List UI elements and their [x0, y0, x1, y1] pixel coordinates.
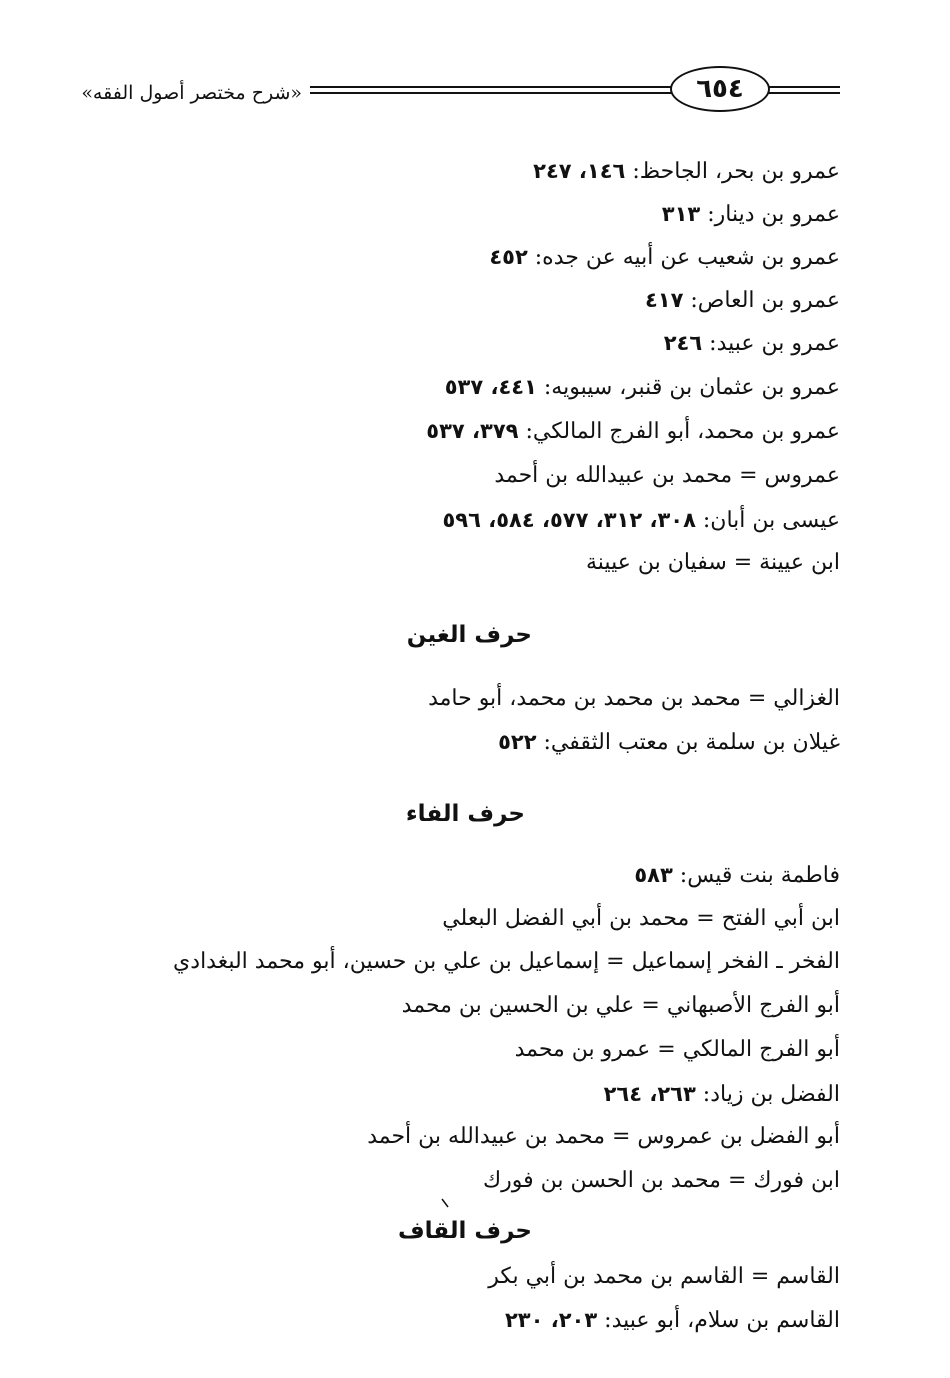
entry-name: أبو الفرج الأصبهاني = علي بن الحسين بن محمد	[401, 993, 840, 1018]
entry-name: ابن أبي الفتح = محمد بن أبي الفضل البعلي	[442, 906, 840, 931]
section-heading-fa: حرف الفاء	[405, 801, 525, 827]
entry-pages: ٣١٣	[661, 202, 701, 226]
entry-name: غيلان بن سلمة بن معتب الثقفي:	[536, 730, 840, 755]
index-entry	[173, 945, 840, 979]
index-entry	[367, 1120, 840, 1154]
index-entry	[645, 283, 840, 317]
index-entry	[498, 725, 840, 759]
entry-name: ابن فورك = محمد بن الحسن بن فورك	[482, 1168, 840, 1193]
entry-name: عمرو بن عبيد:	[702, 331, 840, 356]
header-rule-right	[768, 86, 840, 94]
entry-pages: ٤١٧	[644, 288, 684, 312]
entry-name: فاطمة بنت قيس:	[672, 863, 840, 888]
index-entry	[428, 682, 840, 716]
entry-name: عمرو بن عثمان بن قنبر، سيبويه:	[536, 375, 840, 400]
entry-name: عمرو بن محمد، أبو الفرج المالكي:	[518, 419, 840, 444]
header-rule-left	[310, 86, 672, 94]
entry-name: عمرو بن شعيب عن أبيه عن جده:	[527, 245, 840, 270]
section-heading-ghain: حرف الغين	[406, 622, 532, 648]
entry-pages: ٣٧٩، ٥٣٧	[426, 419, 519, 443]
index-entry	[586, 546, 840, 580]
index-entry	[494, 459, 840, 493]
page-number: ٦٥٤	[670, 66, 770, 112]
section-heading-qaf: حرف القاف	[397, 1218, 532, 1244]
entry-name: الغزالي = محمد بن محمد بن محمد، أبو حامد	[428, 686, 840, 711]
entry-pages: ٢٦٣، ٢٦٤	[603, 1082, 696, 1106]
entry-name: عمرو بن دينار:	[700, 202, 840, 227]
entry-name: القاسم بن سلام، أبو عبيد:	[597, 1308, 840, 1333]
entry-pages: ٣٠٨، ٣١٢، ٥٧٧، ٥٨٤، ٥٩٦	[442, 508, 696, 532]
index-entry	[442, 503, 840, 537]
entry-name: أبو الفضل بن عمروس = محمد بن عبيدالله بن أحمد	[367, 1124, 840, 1149]
index-entry	[634, 858, 840, 892]
index-entry	[442, 902, 840, 936]
entry-name: الفخر ـ الفخر إسماعيل = إسماعيل بن علي بن حسين، أبو محمد البغدادي	[173, 949, 840, 974]
index-entry	[505, 1303, 840, 1337]
index-entry	[402, 989, 840, 1023]
index-entry	[445, 370, 840, 404]
index-entry	[664, 326, 840, 360]
entry-pages: ٥٢٢	[498, 730, 537, 754]
entry-pages: ٢٤٦	[663, 331, 703, 355]
entry-name: عمرو بن العاص:	[683, 288, 840, 313]
index-entry	[515, 1033, 840, 1067]
index-entry	[483, 1164, 840, 1198]
entry-name: عيسى بن أبان:	[695, 508, 840, 533]
entry-name: أبو الفرج المالكي = عمرو بن محمد	[514, 1037, 840, 1062]
index-entry	[662, 197, 840, 231]
stray-mark	[441, 1198, 449, 1208]
index-entry	[426, 414, 840, 448]
entry-name: عمرو بن بحر، الجاحظ:	[625, 159, 840, 184]
entry-pages: ٤٥٢	[489, 245, 528, 269]
entry-name: الفضل بن زياد:	[695, 1082, 840, 1107]
entry-name: القاسم = القاسم بن محمد بن أبي بكر	[488, 1264, 840, 1289]
index-entry	[489, 240, 840, 274]
entry-name: عمروس = محمد بن عبيدالله بن أحمد	[494, 463, 840, 488]
entry-name: ابن عيينة = سفيان بن عيينة	[586, 550, 840, 575]
entry-pages: ٥٨٣	[634, 863, 673, 887]
entry-pages: ١٤٦، ٢٤٧	[533, 159, 626, 183]
index-entry	[488, 1260, 840, 1294]
entry-pages: ٢٠٣، ٢٣٠	[504, 1308, 598, 1332]
entry-pages: ٤٤١، ٥٣٧	[444, 375, 537, 399]
index-entry	[533, 154, 840, 188]
index-entry	[604, 1077, 840, 1111]
running-title: «شرح مختصر أصول الفقه»	[81, 82, 302, 104]
